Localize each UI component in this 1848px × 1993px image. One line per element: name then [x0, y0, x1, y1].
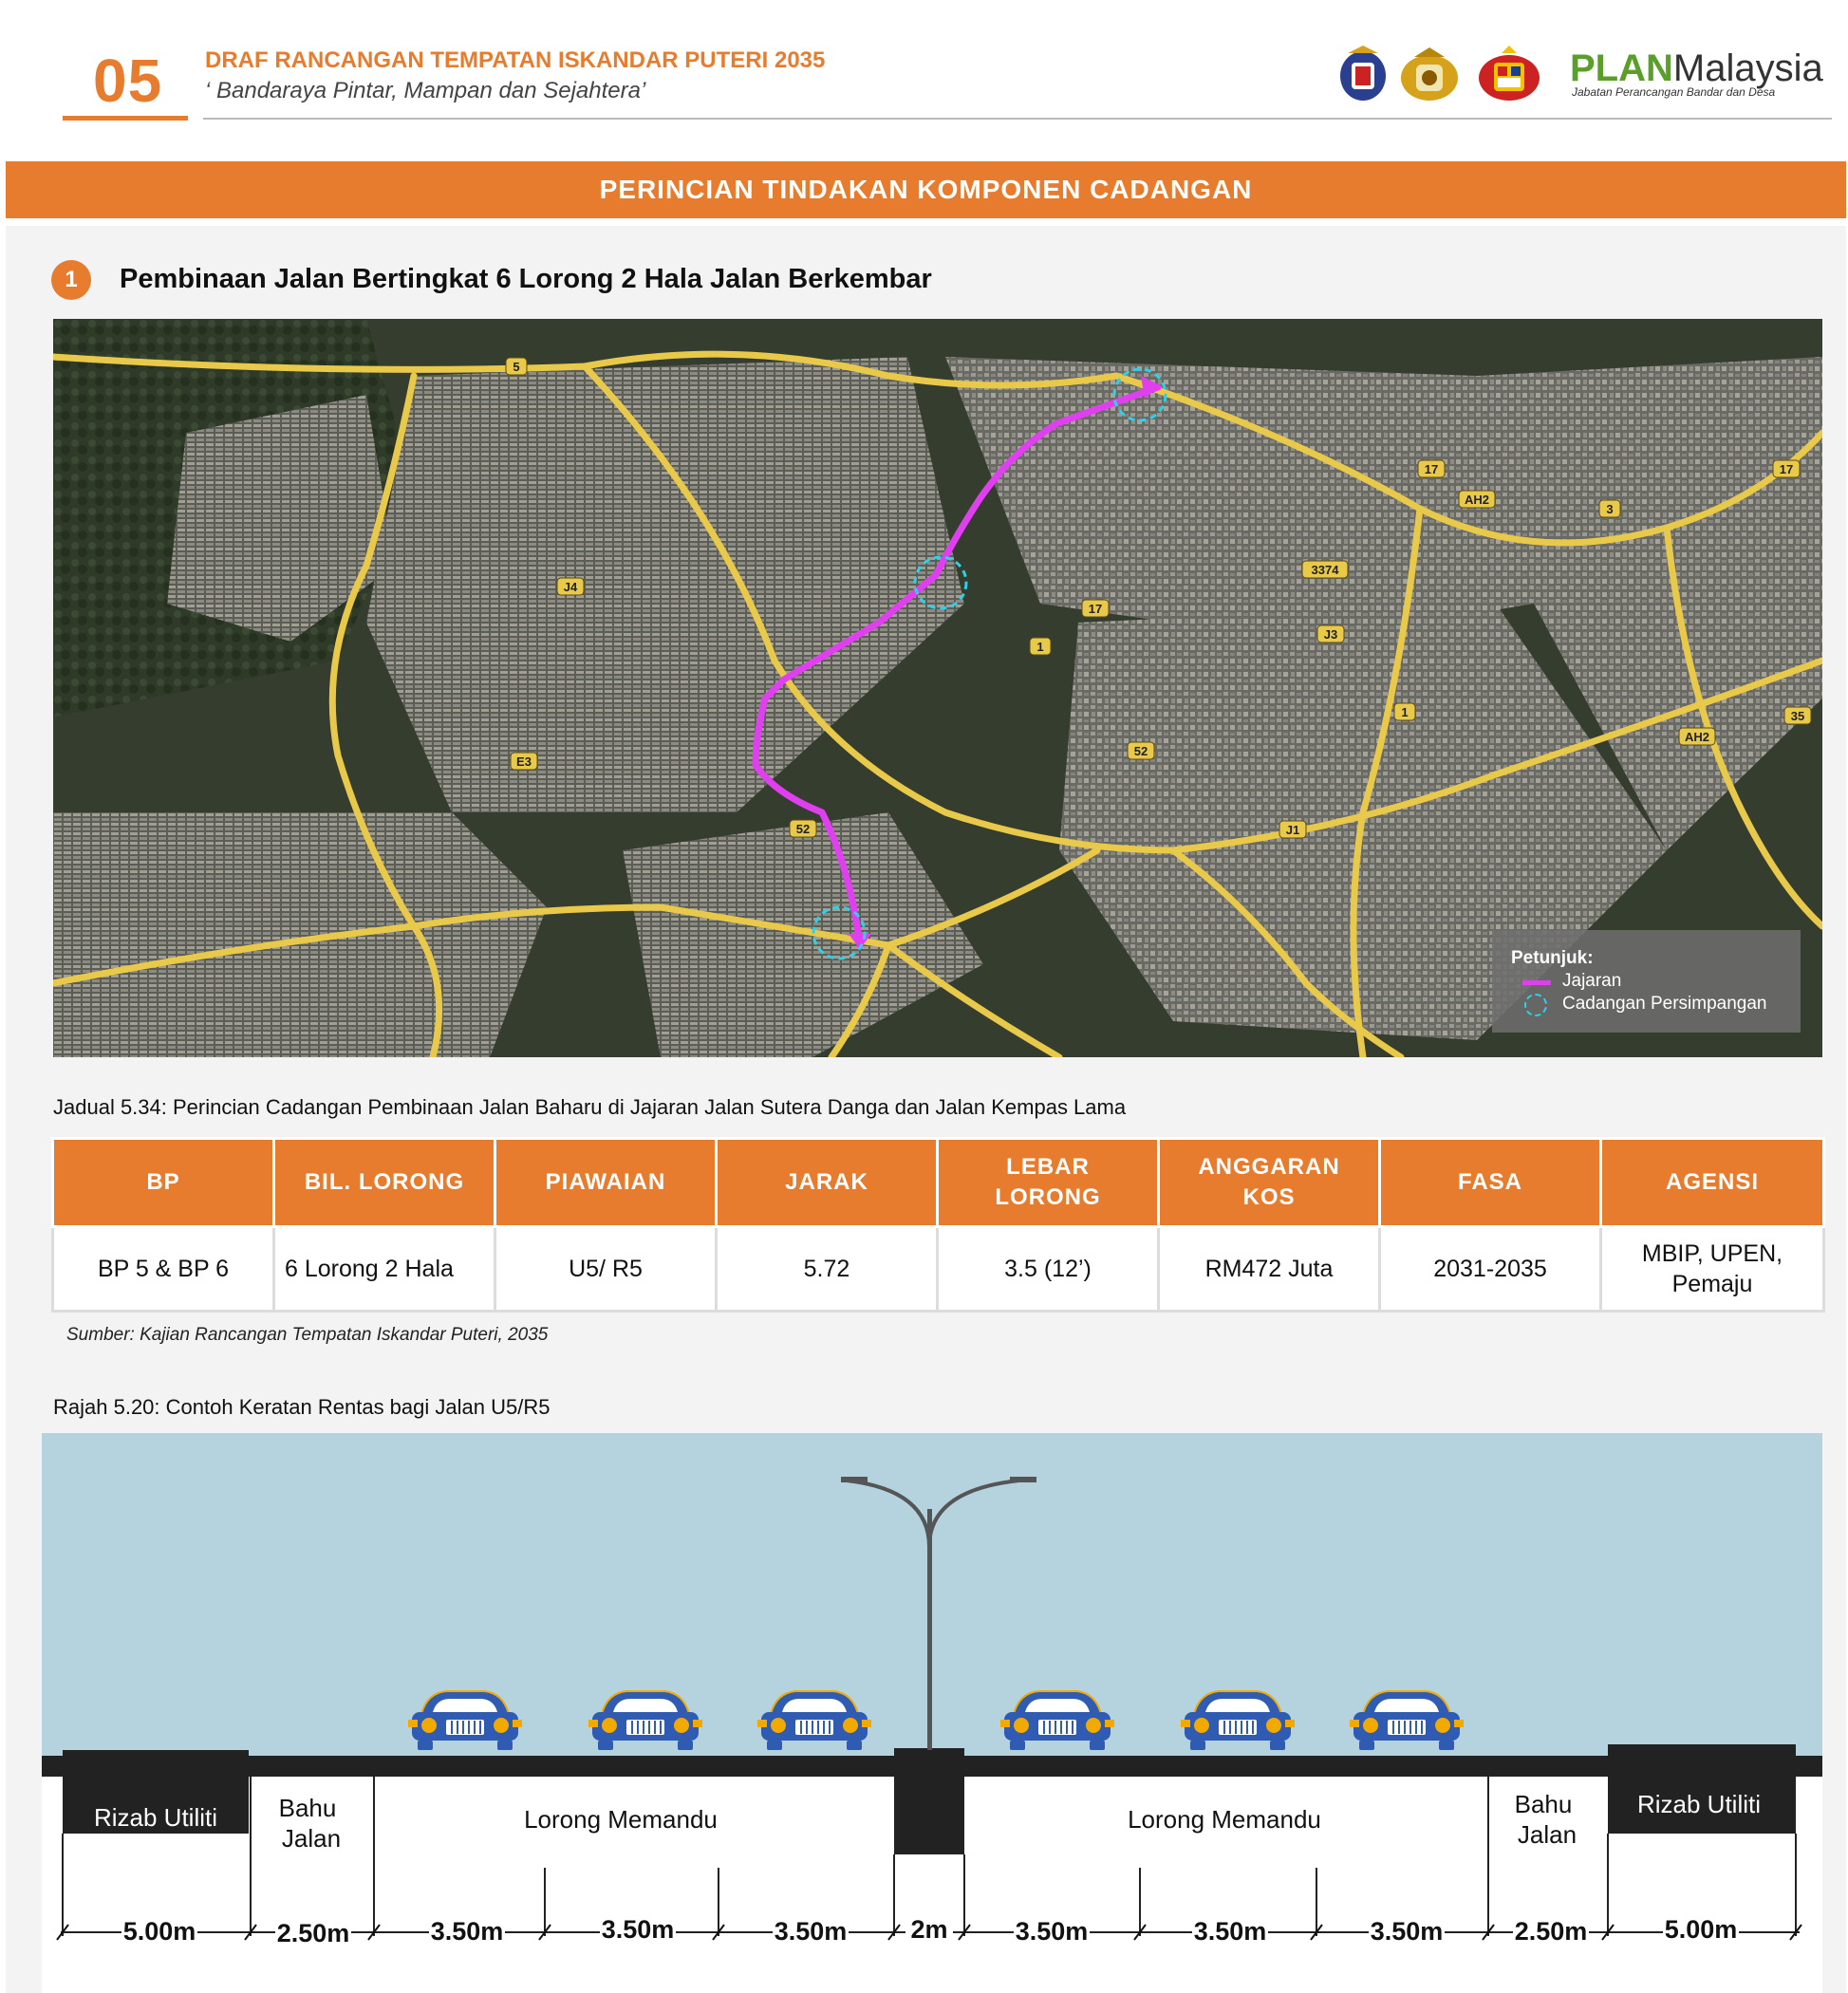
road-shield-label: 1: [1401, 705, 1409, 719]
cell-agensi: MBIP, UPEN, Pemaju: [1601, 1227, 1824, 1312]
section-number-badge: 1: [51, 260, 91, 300]
road-shield-label: 3374: [1311, 563, 1339, 577]
label-rizab-utiliti-right: Rizab Utiliti: [1636, 1790, 1762, 1818]
section-title: Pembinaan Jalan Bertingkat 6 Lorong 2 Hala Jalan Berkembar: [120, 264, 932, 294]
road-shield-label: J4: [563, 580, 578, 594]
section-banner: PERINCIAN TINDAKAN KOMPONEN CADANGAN: [6, 161, 1846, 218]
dim-lorong-4: 3.50m: [1015, 1917, 1089, 1946]
residential-area-southwest: [53, 812, 547, 1057]
road-shield-label: 52: [1133, 744, 1148, 758]
cell-bil-lorong: 6 Lorong 2 Hala: [274, 1227, 495, 1312]
cell-fasa: 2031-2035: [1380, 1227, 1601, 1312]
brand-plan: PLAN: [1570, 47, 1673, 89]
table-header-row: [53, 1139, 1824, 1227]
government-emblems: [1335, 44, 1545, 106]
road-shield-label: 5: [513, 360, 520, 374]
cell-piawaian: U5/ R5: [495, 1227, 717, 1312]
document-title: DRAF RANCANGAN TEMPATAN ISKANDAR PUTERI 2035: [205, 47, 826, 73]
cell-lebar: 3.5 (12’): [938, 1227, 1159, 1312]
label-bahu-left-line1: Bahu: [278, 1794, 337, 1822]
dim-lorong-3: 3.50m: [774, 1917, 848, 1946]
header-bp: BP: [53, 1139, 274, 1227]
dim-bahu-right: 2.50m: [1514, 1917, 1588, 1946]
median: [894, 1748, 964, 1854]
road-shield-label: AH2: [1684, 730, 1710, 744]
road-shield-label: 35: [1790, 709, 1805, 723]
road-cross-section: [42, 1433, 1822, 1993]
label-rizab-utiliti-left: Rizab Utiliti: [93, 1803, 218, 1832]
road-shield-label: AH2: [1464, 493, 1490, 507]
header-anggaran-kos: ANGGARAN KOS: [1159, 1139, 1380, 1227]
table-caption: Jadual 5.34: Perincian Cadangan Pembinaan Jalan Baharu di Jajaran Jalan Sutera Danga dan Jalan Kempas Lama: [53, 1095, 1127, 1119]
road-shield-label: J1: [1285, 823, 1300, 837]
dim-median: 2m: [910, 1915, 948, 1944]
header-agensi: AGENSI: [1601, 1139, 1824, 1227]
header-divider: [203, 118, 1832, 120]
dim-rizab-left: 5.00m: [122, 1917, 196, 1946]
utility-reserve-right: [1608, 1744, 1796, 1834]
label-lorong-memandu-left: Lorong Memandu: [524, 1805, 718, 1834]
figure-caption: Rajah 5.20: Contoh Keratan Rentas bagi Jalan U5/R5: [53, 1395, 551, 1419]
road-shield-label: J3: [1323, 627, 1338, 642]
legend-junction-swatch: [1524, 994, 1547, 1016]
table-row: [53, 1227, 1824, 1312]
dim-lorong-6: 3.50m: [1370, 1917, 1444, 1946]
chapter-underline: [63, 116, 188, 121]
document-subtitle: ‘ Bandaraya Pintar, Mampan dan Sejahtera’: [205, 78, 646, 103]
cell-jarak: 5.72: [717, 1227, 938, 1312]
dim-lorong-2: 3.50m: [601, 1915, 675, 1944]
label-bahu-right-line2: Jalan: [1517, 1820, 1577, 1849]
header-fasa: FASA: [1380, 1139, 1601, 1227]
dim-lorong-1: 3.50m: [430, 1917, 504, 1946]
road-shield-label: 17: [1088, 602, 1103, 616]
road-shield-label: 1: [1036, 640, 1044, 654]
cell-kos: RM472 Juta: [1159, 1227, 1380, 1312]
road-shield-label: 17: [1779, 462, 1794, 476]
chapter-number: 05: [93, 47, 163, 115]
planmalaysia-logo: [1570, 47, 1823, 90]
header-piawaian: PIAWAIAN: [495, 1139, 717, 1227]
header-jarak: JARAK: [717, 1139, 938, 1227]
cell-bp: BP 5 & BP 6: [53, 1227, 274, 1312]
header-lebar-lorong: LEBAR LORONG: [938, 1139, 1159, 1227]
legend-item-junction: Cadangan Persimpangan: [1562, 994, 1767, 1014]
road-shield-label: 17: [1424, 462, 1439, 476]
legend-route-swatch: [1522, 980, 1551, 985]
road-shield-label: 3: [1606, 502, 1614, 516]
proposal-details-table: [51, 1137, 1825, 1313]
johor-crest-icon: [1340, 46, 1386, 101]
brand-malaysia: Malaysia: [1672, 47, 1823, 89]
table-source: Sumber: Kajian Rancangan Tempatan Iskandar Puteri, 2035: [66, 1325, 549, 1345]
dim-rizab-right: 5.00m: [1664, 1915, 1738, 1944]
label-bahu-right-line1: Bahu: [1514, 1790, 1573, 1818]
dim-bahu-left: 2.50m: [276, 1919, 350, 1947]
malaysia-coat-of-arms-icon: [1479, 46, 1540, 101]
road-shield-label: E3: [516, 754, 532, 769]
road-shield-label: 52: [795, 822, 811, 836]
label-lorong-memandu-right: Lorong Memandu: [1128, 1805, 1321, 1834]
legend-title: Petunjuk:: [1511, 948, 1594, 968]
label-bahu-left-line2: Jalan: [281, 1824, 342, 1853]
state-coat-of-arms-icon: [1401, 47, 1458, 101]
header-bil-lorong: BIL. LORONG: [274, 1139, 495, 1227]
dim-lorong-5: 3.50m: [1193, 1917, 1267, 1946]
legend-item-route: Jajaran: [1562, 971, 1622, 991]
brand-tagline: Jabatan Perancangan Bandar dan Desa: [1572, 85, 1776, 99]
